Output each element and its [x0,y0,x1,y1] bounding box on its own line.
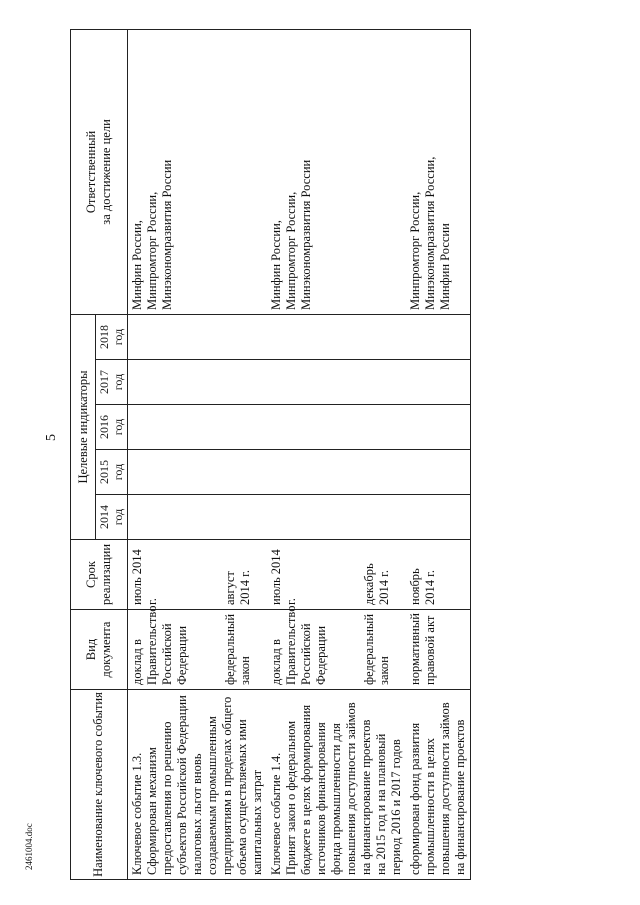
cell-text-line: Сформирован механизм предоставления по решению субъектов Российской Федерации налоговых льгот вновь создаваемым промышленным предприятиям в пределах общего объема осуществляемых ими капитальных затрат [144,695,264,875]
header-term-line1: Срок [83,561,98,588]
event-name-cell [406,690,471,880]
indicator-year-cell [267,450,348,495]
indicator-year-cell [406,405,471,450]
indicator-year-cell [406,360,471,405]
cell-text-line: Минэкономразвития России, [422,156,437,310]
header-responsible-line2: за достижение цели [98,119,113,225]
header-term-line2: реализации [98,543,113,606]
indicator-year-cell [348,495,406,540]
indicator-year-cell [348,450,406,495]
cell-text-line: Минпромторг России, [407,191,422,310]
indicator-year-cell [406,495,471,540]
table-row [127,29,208,879]
indicator-year-cell [127,360,208,405]
cell-text-line: Ключевое событие 1.4. [268,752,283,875]
event-name-cell [127,690,267,880]
indicator-year-cell [209,314,267,359]
cell-text-line: ноябрь 2014 г. [407,568,437,605]
indicator-year-cell [127,405,208,450]
responsible-cell [127,29,267,314]
cell-text-line: июль 2014 г. [268,549,298,605]
page-number: 5 [44,434,59,441]
cell-text-line: декабрь 2014 г. [361,563,391,605]
indicator-year-cell [267,314,348,359]
table-body [127,29,470,879]
indicator-year-cell [209,360,267,405]
term-cell [348,540,406,610]
table-row [267,29,348,879]
doc-type-cell [127,605,208,690]
indicator-year-cell [209,450,267,495]
cell-text-line: на 2015 год и на плановый период 2016 и 2017 годов [373,733,403,875]
indicator-year-cell [348,360,406,405]
indicator-year-cell [406,450,471,495]
indicator-year-cell [127,314,208,359]
responsible-cell [406,29,471,314]
indicator-year-cell [267,495,348,540]
header-event-name: Наименование ключевого события [71,690,128,880]
header-year: 2016 год [96,405,128,450]
header-responsible [71,29,128,314]
table-header [71,29,128,879]
cell-text-line: доклад в Правительство Российской Федерации [268,605,328,685]
cell-text-line: Принят закон о федеральном бюджете в целях формирования источников финансирования фонда промышленности для повышения доступности займов на финансирование проектов [283,702,373,875]
term-cell [127,540,208,610]
cell-text-line: федеральный закон [361,613,391,685]
header-responsible-line1: Ответственный [83,130,98,214]
event-name-cell [267,690,406,880]
rotated-table-container [70,30,608,880]
cell-text-line: сформирован фонд развития промышленности в целях повышения доступности займов на финансирование проектов [407,702,467,875]
cell-text-line: август 2014 г. [222,570,252,605]
indicator-year-cell [267,360,348,405]
doc-type-cell [267,605,348,690]
term-cell [267,540,348,610]
cell-text-line: доклад в Правительство Российской Федерации [129,605,189,685]
cell-text-line: Минфин России, [268,220,283,310]
indicator-year-cell [127,495,208,540]
header-term [71,540,128,610]
header-doc-type: Вид документа [71,610,128,690]
cell-text-line: Минпромторг России, [144,191,159,310]
cell-text-line: нормативный правовой акт [407,613,437,685]
responsible-cell [267,29,406,314]
key-events-table [70,29,471,880]
cell-text-line: Минфин России [437,223,452,310]
header-year: 2017 год [96,360,128,405]
term-cell [209,540,267,610]
doc-type-cell [209,610,267,690]
indicator-year-cell [406,314,471,359]
doc-type-cell [406,610,471,690]
header-year: 2018 год [96,314,128,359]
table-row [406,29,471,879]
indicator-year-cell [209,495,267,540]
cell-text-line: Минпромторг России, [283,191,298,310]
cell-text-line: Минэкономразвития России [159,159,174,310]
cell-text-line: Минфин России, [129,220,144,310]
header-indicators: Целевые индикаторы [71,314,96,539]
header-year: 2014 год [96,495,128,540]
header-year: 2015 год [96,450,128,495]
cell-text-line: Ключевое событие 1.3. [129,752,144,875]
indicator-year-cell [348,405,406,450]
indicator-year-cell [348,314,406,359]
footer-document-ref: 2461004.doc [24,823,34,870]
term-cell [406,540,471,610]
cell-text-line: Минэкономразвития России [298,159,313,310]
indicator-year-cell [267,405,348,450]
doc-type-cell [348,610,406,690]
cell-text-line: федеральный закон [222,613,252,685]
indicator-year-cell [209,405,267,450]
indicator-year-cell [127,450,208,495]
cell-text-line: июль 2014 г. [129,549,159,605]
